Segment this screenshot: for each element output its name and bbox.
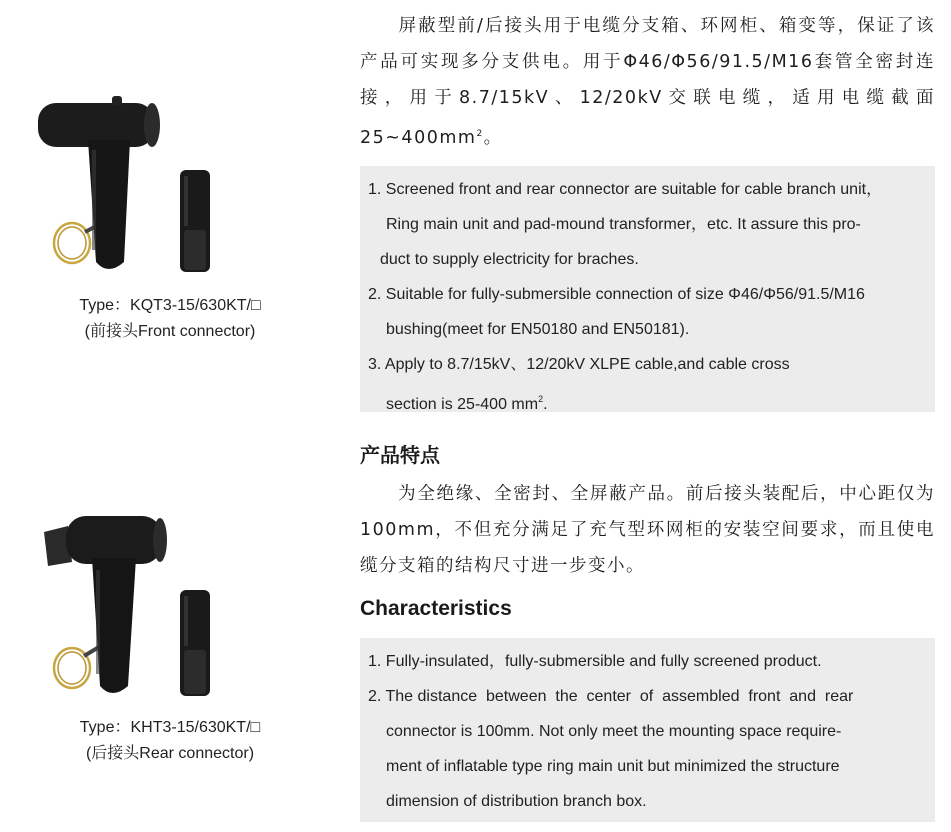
features-cn-paragraph <box>360 476 935 584</box>
features-en-item-1 <box>368 644 927 679</box>
intro-en-line: 1. Screened front and rear connector are suitable for cable branch unit， <box>368 181 883 198</box>
front-connector-name: (前接头Front connector) <box>84 323 256 340</box>
intro-en-line: 2. Suitable for fully-submersible connection of size Φ46/Φ56/91.5/M16 <box>368 286 865 303</box>
features-en-item-2 <box>368 679 927 819</box>
rear-connector-image <box>0 480 340 712</box>
intro-en-sup: 2 <box>538 394 544 404</box>
intro-en-item-2 <box>368 277 927 347</box>
intro-en-line: duct to supply electricity for braches. <box>380 251 639 268</box>
features-en-line: 2. The distance between the center of assembled front and rear <box>368 688 854 705</box>
intro-en-line: Ring main unit and pad-mound transformer，etc. It assure this pro- <box>386 216 861 233</box>
front-connector-product <box>0 0 340 350</box>
product-gallery <box>0 0 340 832</box>
intro-en-tail: . <box>543 396 548 413</box>
features-cn-text: 为全绝缘、全密封、全屏蔽产品。前后接头装配后，中心距仅为100mm，不但充分满足了充气型环网柜的安装空间要求，而且使电缆分支箱的结构尺寸进一步变小。 <box>360 484 935 576</box>
intro-en-box <box>360 166 935 412</box>
features-en-line: connector is 100mm. Not only meet the mounting space require- <box>386 723 842 740</box>
features-cn-heading: 产品特点 <box>360 443 440 467</box>
intro-en-item-1 <box>368 172 927 277</box>
features-en-heading: Characteristics <box>360 597 512 620</box>
intro-en-line-last <box>368 382 927 422</box>
intro-cn-sup: 2 <box>476 129 484 139</box>
intro-en-line: bushing(meet for EN50180 and EN50181). <box>386 321 690 338</box>
features-en-line: 1. Fully-insulated，fully-submersible and fully screened product. <box>368 653 822 670</box>
front-connector-image <box>0 0 340 290</box>
features-en-line: ment of inflatable type ring main unit but minimized the structure <box>386 758 840 775</box>
features-en-line: dimension of distribution branch box. <box>386 793 647 810</box>
intro-en-line-text: section is 25-400 mm <box>386 396 539 413</box>
front-connector-type: Type：KQT3-15/630KT/□ <box>79 297 261 314</box>
intro-en-item-3 <box>368 347 927 422</box>
rear-connector-name: (后接头Rear connector) <box>85 745 255 762</box>
rear-connector-product <box>0 480 340 780</box>
intro-cn-paragraph <box>360 8 935 156</box>
rear-connector-type: Type：KHT3-15/630KT/□ <box>79 719 261 736</box>
intro-cn-tail: 。 <box>483 128 503 148</box>
intro-cn-text: 屏蔽型前/后接头用于电缆分支箱、环网柜、箱变等，保证了该产品可实现多分支供电。用于Φ46/Φ56/91.5/M16套管全密封连接，用于8.7/15kV、12/20kV交联电缆，适用电缆截面25~400mm <box>360 16 935 148</box>
intro-en-line: 3. Apply to 8.7/15kV、12/20kV XLPE cable,and cable cross <box>368 356 790 373</box>
features-en-box <box>360 638 935 822</box>
